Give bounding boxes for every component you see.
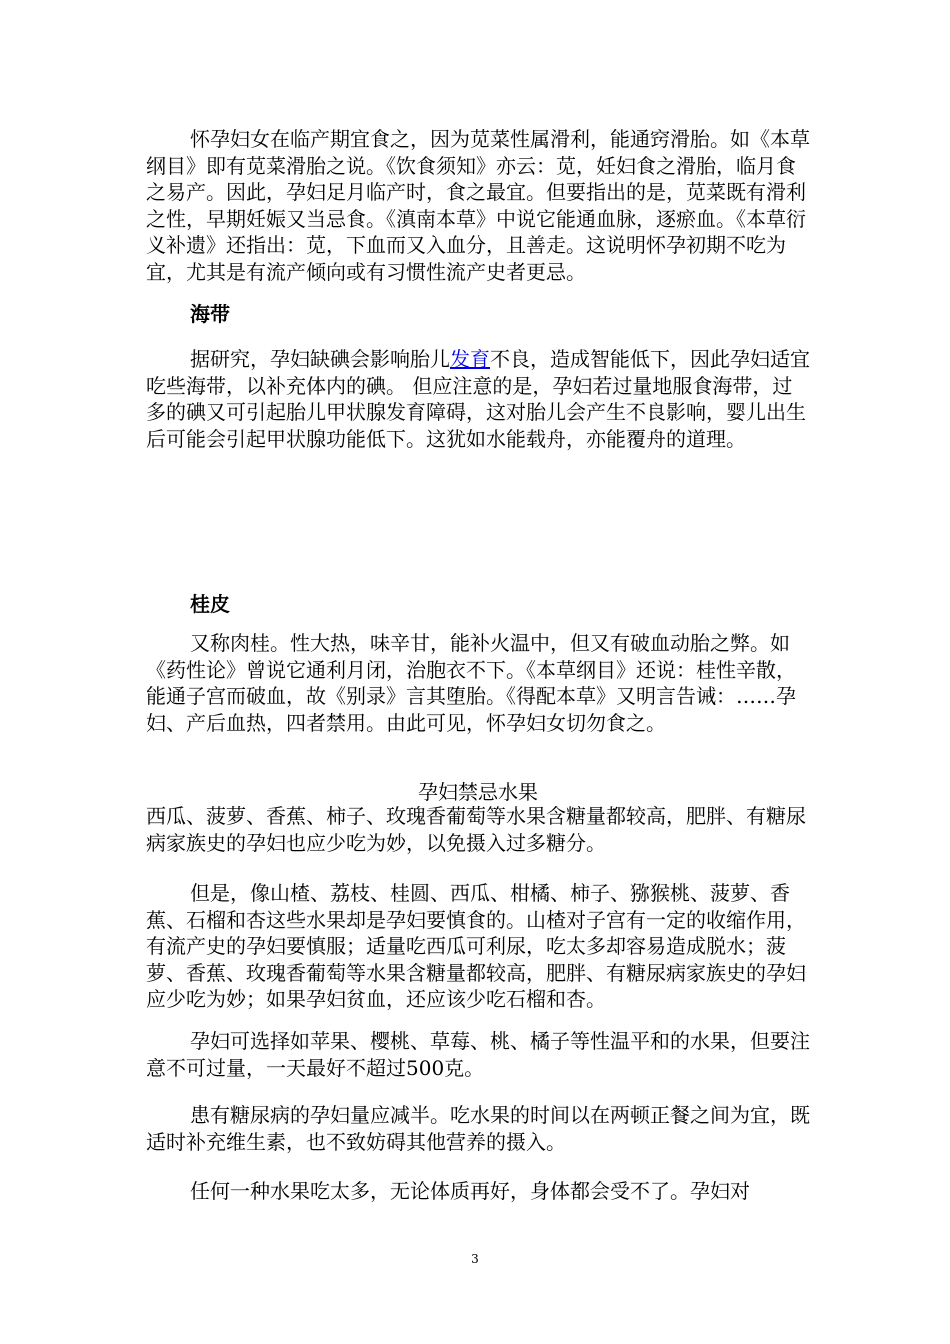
paragraph-haidai-part2: 不良，造成智能低下，因此孕妇适宜吃些海带，以补充体内的碘。 但应注意的是，孕妇若过量地服食海带，过多的碘又可引起胎儿甲状腺发育障碍，这对胎儿会产生不良影响，婴儿出生后可能会引起甲状腺功能低下。这犹如水能载舟，亦能覆舟的道理。 [146,347,810,451]
paragraph-guipi: 又称肉桂。性大热，味辛甘，能补火温中，但又有破血动胎之弊。如《药性论》曾说它通利月闭，治胞衣不下。《本草纲目》还说：桂性辛散，能通子宫而破血，故《别录》言其堕胎。《得配本草》又明言告诫：……孕妇、产后血热，四者禁用。由此可见，怀孕妇女切勿食之。 [146,631,796,735]
paragraph-fruit-1: 西瓜、菠萝、香蕉、柿子、玫瑰香葡萄等水果含糖量都较高，肥胖、有糖尿病家族史的孕妇也应少吃为妙，以免摄入过多糖分。 [146,804,806,855]
paragraph-xiancai: 怀孕妇女在临产期宜食之，因为苋菜性属滑利，能通窍滑胎。如《本草纲目》即有苋菜滑胎之说。《饮食须知》亦云：苋，妊妇食之滑胎，临月食之易产。因此，孕妇足月临产时，食之最宜。但要指出的是，苋菜既有滑利之性，早期妊娠又当忌食。《滇南本草》中说它能通血脉，逐瘀血。《本草衍义补遗》还指出：苋，下血而又入血分，且善走。这说明怀孕初期不吃为宜，尤其是有流产倾向或有习惯性流产史者更忌。 [146,127,810,284]
paragraph-haidai-part1: 据研究，孕妇缺碘会影响胎儿 [190,347,450,371]
heading-guipi: 桂皮 [190,592,230,616]
paragraph-fruit-4: 患有糖尿病的孕妇量应减半。吃水果的时间以在两顿正餐之间为宜，既适时补充维生素，也不致妨碍其他营养的摄入。 [146,1103,810,1154]
paragraph-fruit-5: 任何一种水果吃太多，无论体质再好，身体都会受不了。孕妇对 [190,1179,750,1203]
paragraph-haidai [146,346,810,452]
paragraph-fruit-3: 孕妇可选择如苹果、樱桃、草莓、桃、橘子等性温平和的水果，但要注意不可过量，一天最好不超过500克。 [146,1029,810,1080]
section-title-fruit: 孕妇禁忌水果 [418,780,538,804]
link-fayu[interactable]: 发育 [450,347,490,371]
paragraph-fruit-2: 但是，像山楂、荔枝、桂圆、西瓜、柑橘、柿子、猕猴桃、菠萝、香蕉、石榴和杏这些水果却是孕妇要慎食的。山楂对子宫有一定的收缩作用，有流产史的孕妇要慎服；适量吃西瓜可利尿，吃太多却容易造成脱水；菠萝、香蕉、玫瑰香葡萄等水果含糖量都较高，肥胖、有糖尿病家族史的孕妇应少吃为妙；如果孕妇贫血，还应该少吃石榴和杏。 [146,881,806,1012]
heading-haidai: 海带 [190,302,230,326]
page-number: 3 [471,1252,479,1266]
